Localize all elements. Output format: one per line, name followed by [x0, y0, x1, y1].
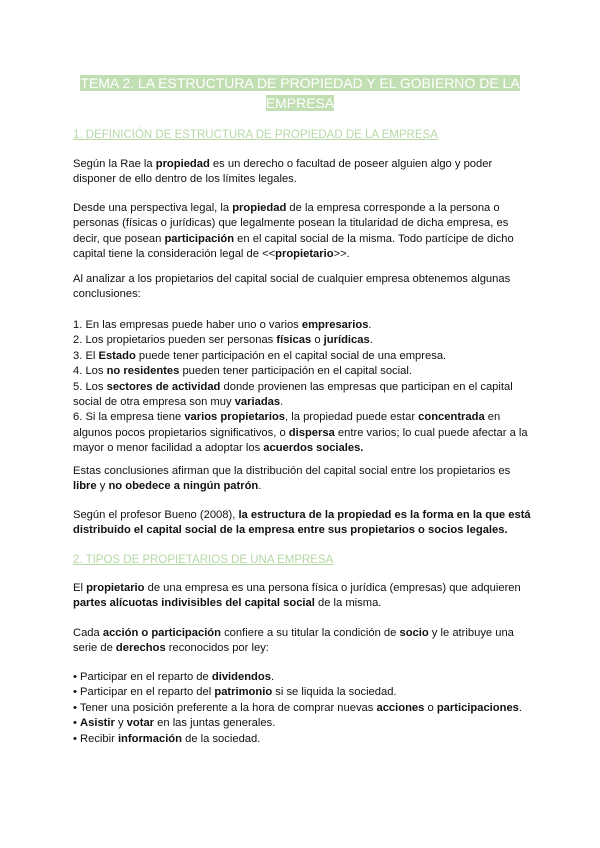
text: y [114, 717, 127, 730]
bold-text: distribuido el capital social de la empresa entre sus propietarios o socios legales. [73, 524, 508, 537]
text: de la empresa corresponde a la persona o [286, 202, 500, 214]
text-line [73, 426, 533, 441]
text-line [73, 157, 533, 172]
text: • Recibir [73, 732, 118, 745]
list-item [73, 349, 533, 364]
text: de la sociedad. [181, 732, 261, 745]
bold-text: información [117, 732, 182, 745]
bold-text: dispersa [288, 426, 335, 439]
bold-text: no obedece a ningún patrón [108, 480, 259, 493]
text: . [368, 319, 372, 331]
text: reconocidos por ley: [165, 642, 269, 655]
text: . [258, 480, 262, 493]
text-line [73, 201, 533, 216]
bold-text: derechos [115, 642, 166, 655]
text: o [424, 701, 437, 714]
text: es un derecho o facultad de poseer alguien algo y poder [209, 158, 493, 170]
text-line: disponer de ello dentro de los límites legales. [73, 173, 297, 186]
text: y le atribuye una [428, 627, 514, 639]
section-heading-1: 1. DEFINICIÓN DE ESTRUCTURA DE PROPIEDAD DE LA EMPRESA [73, 129, 438, 141]
bold-text: propiedad [232, 202, 287, 214]
text: o [311, 334, 324, 347]
text: social de otra empresa son muy [73, 396, 235, 409]
bold-text: participación [164, 232, 235, 245]
page-title [70, 73, 530, 113]
text: en el capital social de la misma. Todo partícipe de dicho [234, 232, 514, 245]
text-line: conclusiones: [73, 288, 141, 301]
text: • Participar en el reparto de [73, 671, 212, 683]
text: 4. Los [73, 365, 107, 378]
text: pueden tener participación en el capital social. [179, 365, 412, 378]
paragraph-bueno-definition [73, 508, 533, 539]
text: >>. [333, 248, 350, 261]
text: 6. Si la empresa tiene [73, 411, 185, 424]
text-line [73, 626, 533, 641]
text-line [73, 247, 533, 262]
text: . [369, 334, 373, 347]
list-item [73, 716, 533, 731]
bold-text: no residentes [106, 365, 180, 378]
text: si se liquida la sociedad. [272, 686, 397, 699]
text-line [73, 395, 533, 410]
text-line [73, 523, 533, 538]
conclusions-list [73, 318, 533, 457]
bold-text: sectores de actividad [106, 380, 221, 393]
section-heading-2: 2. TIPOS DE PROPIETARIOS DE UNA EMPRESA [73, 554, 334, 566]
rights-list [73, 670, 533, 747]
bold-text: propiedad [155, 158, 210, 170]
text: El [73, 582, 87, 594]
text: 5. Los [73, 380, 107, 393]
text-line [73, 441, 533, 456]
list-item [73, 333, 533, 348]
text: de una empresa es una persona física o jurídica (empresas) que adquieren [144, 582, 521, 594]
text: Desde una perspectiva legal, la [73, 202, 233, 214]
text: mayor o menor facilidad a adoptar los [73, 442, 264, 455]
text-line [73, 479, 533, 494]
text: puede tener participación en el capital social de una empresa. [135, 349, 447, 362]
text: 2. Los propietarios pueden ser personas [73, 334, 277, 347]
text: , la propiedad puede estar [285, 411, 419, 424]
text: . [518, 701, 523, 714]
text: de la misma. [314, 597, 382, 610]
bold-text: concentrada [418, 411, 485, 424]
text: Según la Rae la [73, 158, 156, 170]
text: decir, que posean [73, 232, 165, 245]
bold-text: acuerdos sociales. [263, 442, 364, 455]
text: • [73, 717, 81, 730]
bold-text: empresarios [301, 319, 369, 331]
list-item [73, 318, 533, 333]
paragraph-conclusions-summary [73, 464, 533, 495]
text-line: personas (físicas o jurídicas) que legalmente posean la titularidad de dicha empresa, es [73, 217, 509, 230]
list-item [73, 670, 533, 685]
text-line: Al analizar a los propietarios del capital social de cualquier empresa obtenemos algunas [73, 273, 511, 285]
bold-text: dividendos [211, 671, 271, 683]
paragraph-rights-intro [73, 626, 533, 657]
text-line [73, 581, 533, 596]
text: • Participar en el reparto del [73, 686, 215, 699]
list-item [73, 364, 533, 379]
bold-text: socio [399, 627, 429, 639]
text: . [270, 671, 275, 683]
text: 1. En las empresas puede haber uno o varios [73, 319, 302, 331]
bold-text: propietario [86, 582, 145, 594]
bold-text: físicas [276, 334, 312, 347]
bold-text: patrimonio [214, 686, 273, 699]
list-item [73, 410, 533, 425]
text: en las juntas generales. [154, 717, 276, 730]
text-line [73, 641, 533, 656]
list-item [73, 701, 533, 716]
bold-text: Asistir [80, 717, 115, 730]
bold-text: variadas [234, 396, 281, 409]
list-item [73, 732, 533, 747]
text-line [73, 232, 533, 247]
text: 3. El [73, 349, 99, 362]
text: entre varios; lo cual puede afectar a la [334, 426, 528, 439]
text: Cada [73, 627, 103, 639]
bold-text: jurídicas [323, 334, 370, 347]
text-line [73, 508, 533, 523]
text: algunos pocos propietarios significativos, o [73, 426, 289, 439]
list-item [73, 685, 533, 700]
bold-text: participaciones [436, 701, 519, 714]
title-line-2: EMPRESA [265, 95, 335, 111]
title-line-1: TEMA 2. LA ESTRUCTURA DE PROPIEDAD Y EL GOBIERNO DE LA [80, 75, 520, 91]
bold-text: varios propietarios [184, 411, 286, 424]
text: en [484, 411, 501, 424]
text-line: Estas conclusiones afirman que la distribución del capital social entre los propietarios es [73, 465, 511, 477]
text: donde provienen las empresas que participan en el capital [220, 380, 513, 393]
list-item [73, 380, 533, 395]
bold-text: Estado [98, 349, 136, 362]
bold-text: partes alícuotas indivisibles del capital social [73, 597, 315, 610]
text-line [73, 596, 533, 611]
text: capital tiene la consideración legal de << [73, 248, 276, 261]
bold-text: votar [126, 717, 155, 730]
bold-text: la estructura de la propiedad es la forma en la que está [238, 509, 531, 521]
bold-text: acción o participación [102, 627, 221, 639]
text: • Tener una posición preferente a la hora de comprar nuevas [73, 701, 377, 714]
text: . [280, 396, 284, 409]
text: y [96, 480, 109, 493]
bold-text: libre [73, 480, 97, 493]
bold-text: acciones [376, 701, 425, 714]
text: confiere a su titular la condición de [220, 627, 400, 639]
bold-text: propietario [275, 248, 334, 261]
paragraph-legal-perspective [73, 201, 533, 263]
paragraph-conclusions-intro [73, 272, 533, 303]
text: Según el profesor Bueno (2008), [73, 509, 239, 521]
paragraph-owner [73, 581, 533, 612]
text: serie de [73, 642, 116, 655]
paragraph-definition [73, 157, 533, 188]
